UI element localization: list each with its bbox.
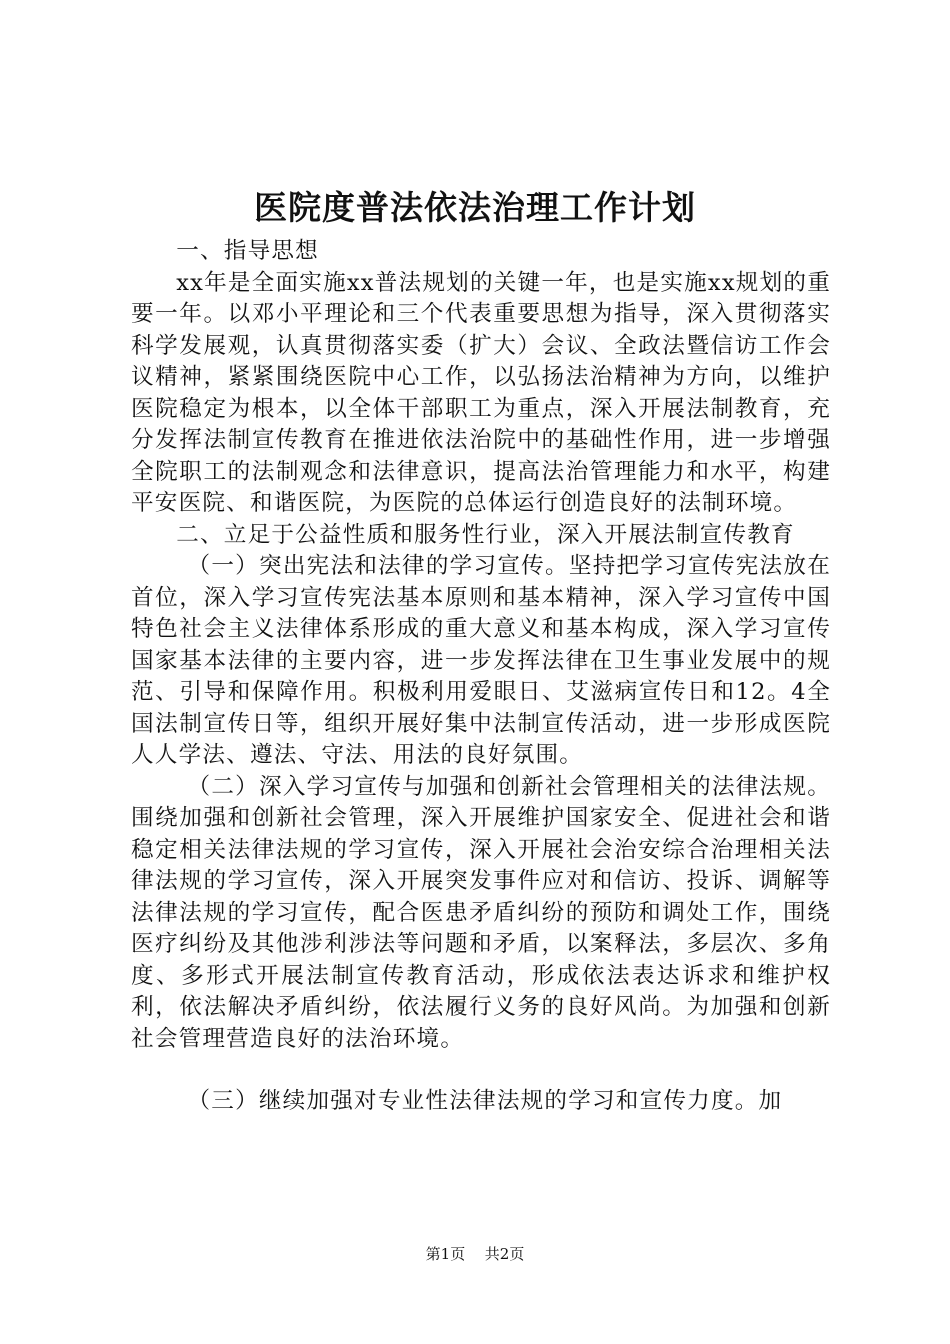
section-heading-guiding-ideology: 一、指导思想 [176,238,319,264]
document-body [131,236,831,1118]
page-total: 共2页 [484,1245,525,1263]
page-number: 第1页 [425,1245,466,1263]
body-paragraph: xx年是全面实施xx普法规划的关键一年，也是实施xx规划的重要一年。以邓小平理论和三个代表重要思想为指导，深入贯彻落实科学发展观，认真贯彻落实委（扩大）会议、全政法暨信访工作会议精神，紧紧围绕医院中心工作，以弘扬法治精神为方向，以维护医院稳定为根本，以全体干部职工为重点，深入开展法制教育，充分发挥法制宣传教育在推进依法治院中的基础性作用，进一步增强全院职工的法制观念和法律意识，提高法治管理能力和水平，构建平安医院、和谐医院，为医院的总体运行创造良好的法制环境。 [131,269,831,516]
section-heading-legal-education: 二、立足于公益性质和服务性行业，深入开展法制宣传教育 [176,521,795,548]
document-title: 医院度普法依法治理工作计划 [254,188,696,227]
body-paragraph: （三）继续加强对专业性法律法规的学习和宣传力度。加 [187,1088,783,1114]
body-paragraph: （二）深入学习宣传与加强和创新社会管理相关的法律法规。围绕加强和创新社会管理，深入开展维护国家安全、促进社会和谐稳定相关法律法规的学习宣传，深入开展社会治安综合治理相关法律法规的学习宣传，深入开展突发事件应对和信访、投诉、调解等法律法规的学习宣传，配合医患矛盾纠纷的预防和调处工作，围绕医疗纠纷及其他涉利涉法等问题和矛盾，以案释法，多层次、多角度、多形式开展法制宣传教育活动，形成依法表达诉求和维护权利，依法解决矛盾纠纷，依法履行义务的良好风尚。为加强和创新社会管理营造良好的法治环境。 [131,773,831,1052]
page-footer [0,1244,950,1264]
body-paragraph: （一）突出宪法和法律的学习宣传。坚持把学习宣传宪法放在首位，深入学习宣传宪法基本原则和基本精神，深入学习宣传中国特色社会主义法律体系形成的重大意义和基本构成，深入学习宣传国家基本法律的主要内容，进一步发挥法律在卫生事业发展中的规范、引导和保障作用。积极利用爱眼日、艾滋病宣传日和12。4全国法制宣传日等，组织开展好集中法制宣传活动，进一步形成医院人人学法、遵法、守法、用法的良好氛围。 [131,553,831,768]
